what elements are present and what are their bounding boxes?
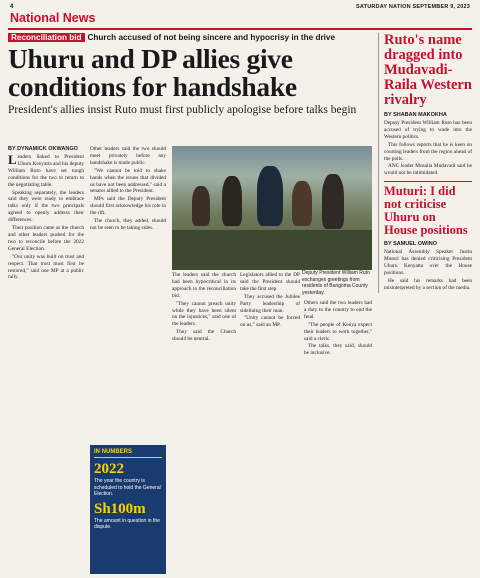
paragraph: "Unity cannot be forced on us," said an MP. (240, 315, 300, 329)
paragraph: Others said the two leaders had a duty to the country to end the feud. (304, 300, 372, 320)
deck: President's allies insist Ruto must first publicly apologise before talks begin (8, 104, 357, 116)
story-column-1 (8, 146, 84, 282)
kicker (8, 33, 372, 42)
paragraph: "They cannot preach unity while they have been silent on the injustices," said one of the leaders. (172, 300, 236, 328)
sidebar-byline-1: BY SHABAN MAKOKHA (384, 112, 447, 118)
paragraph: Deputy President William Ruto has been accused of trying to wade into the Western politics. (384, 120, 472, 140)
paragraph: The leaders said the church had been hypocritical in its approach to the reconciliation bid. (172, 272, 236, 299)
paragraph: ANC leader Musalia Mudavadi said he would not be intimidated. (384, 163, 472, 177)
sidebar-body-2 (384, 249, 472, 291)
paragraph: Their position came as the church and other leaders pushed for the two to reconcile before the 2022 General Election. (8, 225, 84, 252)
paragraph: This follows reports that he is keen on courting leaders from the region ahead of the polls. (384, 141, 472, 162)
dropcap: L (8, 152, 17, 167)
sidebar-headline-2: Muturi: I did not criticise Uhuru on House positions (384, 181, 472, 237)
story-column-3 (172, 272, 236, 344)
section-rule (8, 28, 472, 30)
paragraph: MPs said the Deputy President should first acknowledge his role in the rift. (90, 196, 166, 217)
sidebar-body-1 (384, 120, 472, 177)
paragraph: Speaking separately, the leaders said they were ready to embrace talks only if the two principals agreed to openly address their differences. (8, 189, 84, 224)
story-column-5 (304, 300, 372, 358)
stat-desc: The year the country is scheduled to hold the General Election. (94, 478, 161, 497)
page-header (8, 3, 472, 27)
paragraph: "Our unity was built on trust and respect. That trust must first be restored," said one MP at a public rally. (8, 253, 84, 281)
paragraph: "We cannot be told to shake hands when the issues that divided us have not been addressed," said a senator allied to the President. (90, 167, 166, 195)
paper-info: SATURDAY NATION SEPTEMBER 9, 2023 (356, 4, 470, 10)
news-photo (172, 146, 372, 270)
headline: Uhuru and DP allies give conditions for handshake (8, 43, 297, 102)
paragraph: The church, they added, should not be seen to be taking sides. (90, 218, 166, 231)
paragraph: The talks, they said, should be inclusive. (304, 343, 372, 357)
main-story-head (8, 33, 372, 117)
sidebar-byline-2: BY SAMUEL OWINO (384, 241, 437, 248)
paragraph: Other leaders said the two should meet privately before any handshake is made public. (90, 146, 166, 166)
section-title: National News (10, 11, 96, 25)
kicker-tag: Reconciliation bid (8, 33, 85, 42)
photo-caption: Deputy President William Ruto exchanges greetings from residents of Bungoma County yesterday. (302, 270, 370, 296)
story-column-4 (240, 272, 300, 330)
paragraph: Legislators allied to the DP said the President should take the first step. (240, 272, 300, 292)
stat-value: Sh100m (94, 500, 146, 517)
in-numbers-label: IN NUMBERS (94, 449, 162, 458)
paragraph: He said his remarks had been misinterpreted by a section of the media. (384, 277, 472, 291)
stat-desc: The amount in question in the dispute. (94, 517, 160, 530)
sidebar-headline-1: Ruto's name dragged into Mudavadi-Raila Western rivalry (384, 32, 472, 108)
paragraph: Leaders linked to President Uhuru Kenyatta and his deputy William Ruto have set tough conditions for the two to return to the negotiating table. (8, 152, 84, 188)
paragraph: They accused the Jubilee Party leadership of sidelining their man. (240, 293, 300, 314)
paragraph: National Assembly Speaker Justin Muturi has denied criticising President Uhuru Kenyatta over the House positions. (384, 249, 472, 276)
paragraph: They said the Church should be neutral. (172, 329, 236, 343)
stat-value: 2022 (94, 461, 124, 477)
page-number: 4 (10, 4, 14, 10)
byline: BY DYNAMICK OKWANGO (8, 146, 78, 152)
story-column-2 (90, 146, 166, 233)
sidebar (378, 33, 472, 293)
in-numbers-box (90, 445, 166, 574)
paragraph: "The people of Kenya expect their leaders to work together," said a cleric. (304, 321, 372, 342)
kicker-text: Church accused of not being sincere and hypocrisy in the drive (87, 33, 336, 42)
